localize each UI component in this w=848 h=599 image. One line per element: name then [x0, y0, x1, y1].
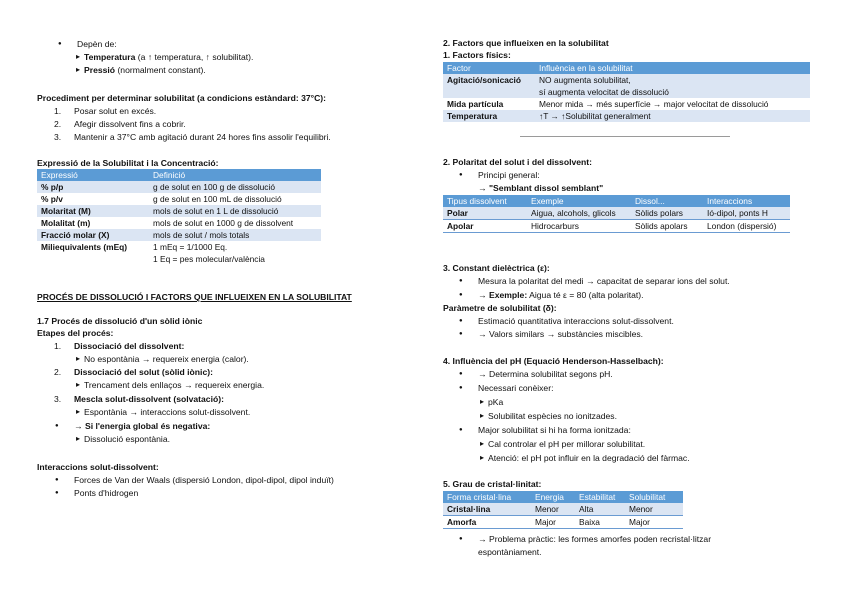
table-header: Energia	[531, 491, 575, 503]
solubility-parameter-title: Paràmetre de solubilitat (δ):	[443, 303, 557, 313]
procedure-step: 1. Posar solut en excés.	[54, 106, 157, 116]
table-row: Molaritat (M) mols de solut en 1 L de dissolució	[37, 205, 321, 217]
depen-temp-item: ▸ Temperatura (a ↑ temperatura, ↑ solubilitat).	[84, 51, 253, 64]
table-header: Definició	[149, 169, 321, 181]
table-row: Polar Aigua, alcohols, glicols Sòlids polars Ió-dipol, ponts H	[443, 207, 790, 220]
polarity-rule: → "Semblant dissol semblant"	[478, 183, 604, 193]
negative-energy-bullet: ● → Si l'energia global és negativa:	[74, 420, 210, 433]
dielectric-item: ● Mesura la polaritat del medi → capacitat de separar ions del solut.	[478, 275, 730, 288]
process-step: 2. Dissociació del solut (sòlid iònic):	[54, 367, 213, 377]
table-header: Dissol...	[631, 195, 703, 207]
table-row: Miliequivalents (mEq) 1 mEq = 1/1000 Eq.	[41, 242, 228, 252]
factors-subtitle: 1. Factors físics:	[443, 50, 511, 60]
interactions-item: ● Ponts d'hidrogen	[74, 487, 138, 500]
table-row: Cristal·lina Menor Alta Menor	[443, 503, 683, 516]
procedure-step: 2. Afegir dissolvent fins a cobrir.	[54, 119, 186, 129]
polarity-bullet: ● Principi general:	[478, 169, 540, 182]
table-row: % p/v g de solut en 100 mL de dissolució	[41, 194, 282, 204]
polarity-table	[443, 195, 790, 233]
table-header: Estabilitat	[575, 491, 625, 503]
process-step: 1. Dissociació del dissolvent:	[54, 341, 185, 351]
table-row: 1 Eq = pes molecular/valència	[153, 254, 265, 264]
table-header: Tipus dissolvent	[443, 195, 527, 207]
procedure-step: 3. Mantenir a 37°C amb agitació durant 24 hores fins assolir l'equilibri.	[54, 132, 331, 142]
table-header: Expressió	[37, 169, 149, 181]
expression-table	[37, 169, 321, 265]
solubility-parameter-item: ● → Valors similars → substàncies miscibles.	[478, 328, 643, 341]
table-row: Molalitat (m) mols de solut en 1000 g de dissolvent	[41, 218, 294, 228]
ph-know-item: ▸ pKa	[488, 396, 503, 409]
crystallinity-note: ● → Problema pràctic: les formes amorfes poden recristal·litzar	[478, 533, 711, 546]
ph-item: ● → Determina solubilitat segons pH.	[478, 368, 613, 381]
interactions-item: ● Forces de Van der Waals (dispersió London, dipol-dipol, dipol induït)	[74, 474, 334, 487]
expression-table-title: Expressió de la Solubilitat i la Concentració:	[37, 158, 219, 168]
table-row: Fracció molar (X) mols de solut / mols totals	[37, 229, 321, 241]
procedure-title: Procediment per determinar solubilitat (a condicions estàndard: 37°C):	[37, 93, 326, 103]
ph-know-item: ▸ Solubilitat espècies no ionitzades.	[488, 410, 617, 423]
physical-factors-table	[443, 62, 810, 122]
table-row: Agitació/sonicació NO augmenta solubilitat,	[443, 74, 810, 86]
table-row: % p/p g de solut en 100 g de dissolució	[37, 181, 321, 193]
negative-energy-detail: ▸ Dissolució espontània.	[84, 433, 170, 446]
table-header: Interaccions	[703, 195, 790, 207]
crystallinity-table	[443, 491, 683, 529]
process-step: 3. Mescla solut-dissolvent (solvatació):	[54, 394, 224, 404]
depen-bullet: ● Depèn de:	[77, 38, 117, 51]
factors-title: 2. Factors que influeixen en la solubilitat	[443, 38, 609, 48]
ph-major-item: ▸ Cal controlar el pH per millorar solubilitat.	[488, 438, 645, 451]
table-header: Exemple	[527, 195, 631, 207]
ph-major-item: ▸ Atenció: el pH pot influir en la degradació del fàrmac.	[488, 452, 690, 465]
table-header: Factor	[443, 62, 535, 74]
crystallinity-title: 5. Grau de cristal·linitat:	[443, 479, 542, 489]
process-step-detail: ▸ Espontània → interaccions solut-dissolvent.	[84, 406, 250, 419]
ph-title: 4. Influència del pH (Equació Henderson-Hasselbach):	[443, 356, 664, 366]
table-header: Influència en la solubilitat	[535, 62, 810, 74]
crystallinity-note-continued: espontàniament.	[478, 547, 542, 557]
interactions-title: Interaccions solut-dissolvent:	[37, 462, 159, 472]
section-title: PROCÉS DE DISSOLUCIÓ I FACTORS QUE INFLUEIXEN EN LA SOLUBILITAT	[37, 292, 352, 302]
depen-press-item: ▸ Pressió (normalment constant).	[84, 64, 206, 77]
table-row: Amorfa Major Baixa Major	[443, 516, 683, 529]
process-subtitle: Etapes del procés:	[37, 328, 114, 338]
dielectric-title: 3. Constant dielèctrica (ε):	[443, 263, 550, 273]
table-row: sí augmenta velocitat de dissolució	[443, 86, 810, 98]
dielectric-example: ● → Exemple: Aigua té ε = 80 (alta polaritat).	[478, 289, 644, 302]
table-header: Solubilitat	[625, 491, 683, 503]
process-title: 1.7 Procés de dissolució d'un sòlid iònic	[37, 316, 203, 326]
table-row: Mida partícula Menor mida → més superfície → major velocitat de dissolució	[447, 99, 769, 109]
divider	[520, 136, 730, 137]
ph-item: ● Necessari conèixer:	[478, 382, 553, 395]
table-row: Temperatura ↑T → ↑Solubilitat generalment	[443, 110, 810, 122]
process-step-detail: ▸ No espontània → requereix energia (calor).	[84, 353, 249, 366]
table-row: Apolar Hidrocarburs Sòlids apolars London (dispersió)	[443, 220, 790, 233]
polarity-title: 2. Polaritat del solut i del dissolvent:	[443, 157, 592, 167]
solubility-parameter-item: ● Estimació quantitativa interaccions solut-dissolvent.	[478, 315, 674, 328]
ph-major: ● Major solubilitat si hi ha forma ionitzada:	[478, 424, 631, 437]
process-step-detail: ▸ Trencament dels enllaços → requereix energia.	[84, 379, 264, 392]
table-header: Forma cristal·lina	[443, 491, 531, 503]
